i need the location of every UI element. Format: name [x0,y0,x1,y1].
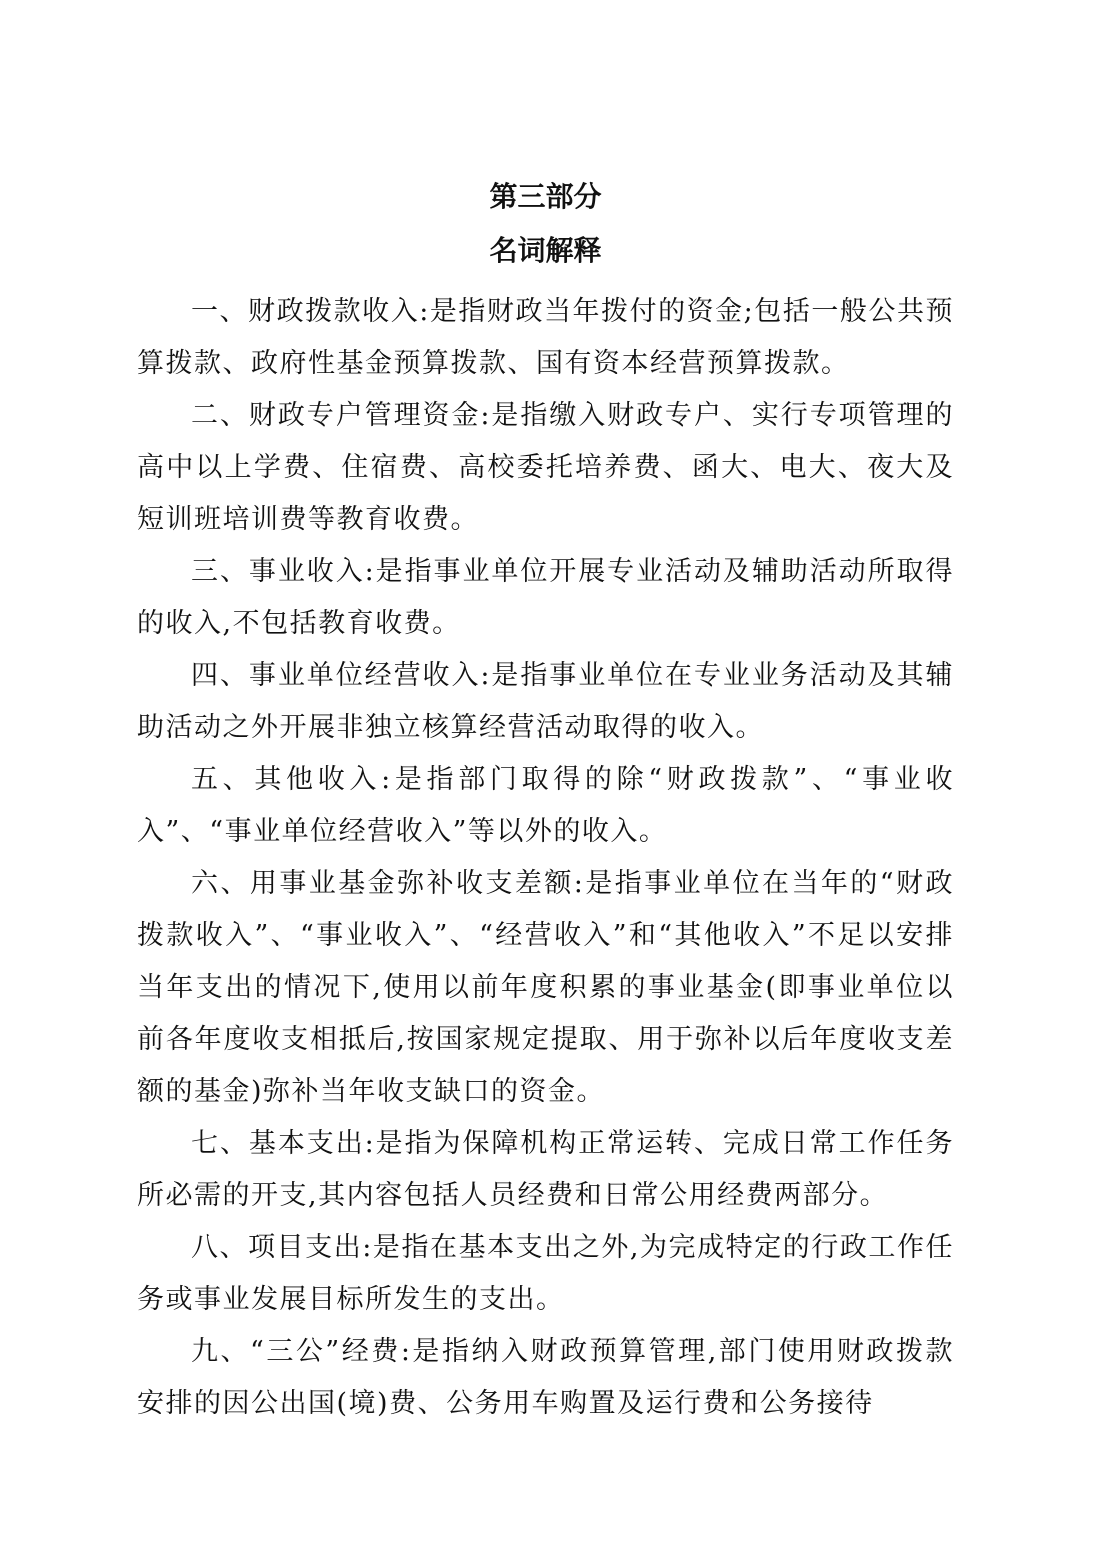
definition-paragraph-4: 四、事业单位经营收入:是指事业单位在专业业务活动及其辅助活动之外开展非独立核算经营活动取得的收入。 [137,660,954,743]
definition-paragraph-9: 九、“三公”经费:是指纳入财政预算管理,部门使用财政拨款安排的因公出国(境)费、公务用车购置及运行费和公务接待 [137,1336,954,1419]
section-heading: 第三部分 [489,180,602,213]
definition-paragraph-7: 七、基本支出:是指为保障机构正常运转、完成日常工作任务所必需的开支,其内容包括人员经费和日常公用经费两部分。 [137,1128,954,1211]
definition-paragraph-5: 五、其他收入:是指部门取得的除“财政拨款”、“事业收入”、“事业单位经营收入”等以外的收入。 [137,764,954,847]
document-page [137,170,954,1430]
definition-paragraph-8: 八、项目支出:是指在基本支出之外,为完成特定的行政工作任务或事业发展目标所发生的支出。 [137,1232,954,1315]
section-title: 名词解释 [489,234,602,267]
definition-paragraph-1: 一、财政拨款收入:是指财政当年拨付的资金;包括一般公共预算拨款、政府性基金预算拨款、国有资本经营预算拨款。 [137,296,954,379]
definition-paragraph-6: 六、用事业基金弥补收支差额:是指事业单位在当年的“财政拨款收入”、“事业收入”、“经营收入”和“其他收入”不足以安排当年支出的情况下,使用以前年度积累的事业基金(即事业单位以前各年度收支相抵后,按国家规定提取、用于弥补以后年度收支差额的基金)弥补当年收支缺口的资金。 [137,868,954,1107]
definition-paragraph-3: 三、事业收入:是指事业单位开展专业活动及辅助活动所取得的收入,不包括教育收费。 [137,556,954,639]
definition-paragraph-2: 二、财政专户管理资金:是指缴入财政专户、实行专项管理的高中以上学费、住宿费、高校委托培养费、函大、电大、夜大及短训班培训费等教育收费。 [137,400,954,535]
definitions-body [137,286,954,1430]
